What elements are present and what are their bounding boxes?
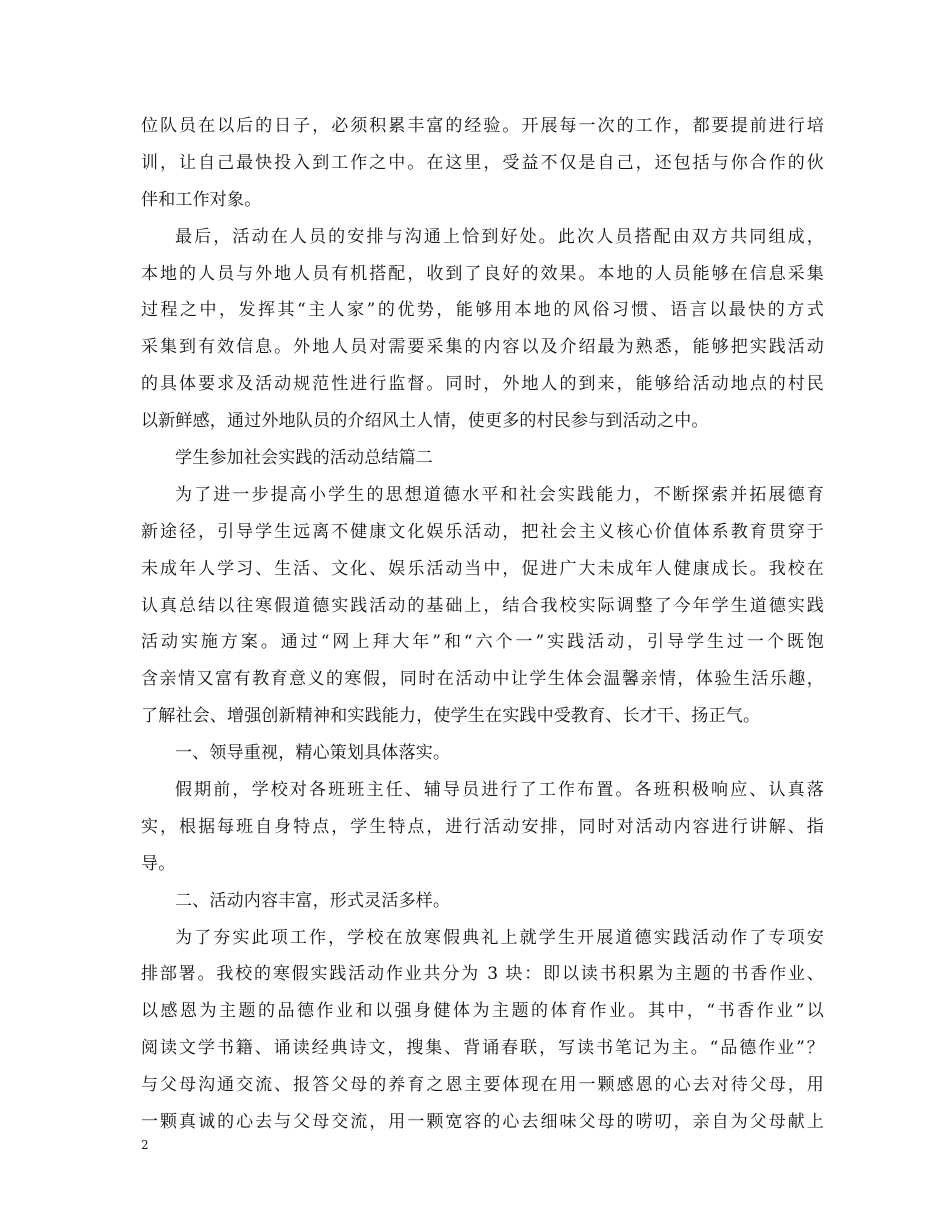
text-line: 未成年人学习、生活、文化、娱乐活动当中，促进广大未成年人健康成长。我校在 [141,558,824,579]
paragraph-first-line: 最后，活动在人员的安排与沟通上恰到好处。此次人员搭配由双方共同组成， [175,226,824,247]
document-body [141,108,831,1141]
text-line: 位队员在以后的日子，必须积累丰富的经验。开展每一次的工作，都要提前进行培 [141,116,824,136]
text-line: 活动实施方案。通过“网上拜大年”和“六个一”实践活动，引导学生过一个既饱 [141,632,824,653]
paragraph-first-line: 为了进一步提高小学生的思想道德水平和社会实践能力，不断探索并拓展德育 [175,484,824,505]
text-line: 的具体要求及活动规范性进行监督。同时，外地人的到来，能够给活动地点的村民 [141,374,824,395]
section-heading: 二、活动内容丰富，形式灵活多样。 [175,890,451,911]
text-line: 伴和工作对象。 [141,189,262,210]
text-line: 训，让自己最快投入到工作之中。在这里，受益不仅是自己，还包括与你合作的伙 [141,152,824,173]
text-line: 采集到有效信息。外地人员对需要采集的内容以及介绍最为熟悉，能够把实践活动 [141,337,824,358]
text-line: 导。 [141,853,176,874]
text-line: 排部署。我校的寒假实践活动作业共分为 3 块：即以读书积累为主题的书香作业、 [141,964,824,985]
text-line: 了解社会、增强创新精神和实践能力，使学生在实践中受教育、长才干、扬正气。 [141,706,761,727]
text-line: 含亲情又富有教育意义的寒假，同时在活动中让学生体会温馨亲情，体验生活乐趣， [141,669,824,690]
text-line: 认真总结以往寒假道德实践活动的基础上，结合我校实际调整了今年学生道德实践 [141,595,824,616]
section-title: 学生参加社会实践的活动总结篇二 [175,448,433,469]
page-number: 2 [141,1138,149,1152]
text-line: 以新鲜感，通过外地队员的介绍风土人情，使更多的村民参与到活动之中。 [141,411,709,432]
text-line: 一颗真诚的心去与父母交流，用一颗宽容的心去细味父母的唠叨，亲自为父母献上 [141,1112,824,1133]
text-line: 实，根据每班自身特点，学生特点，进行活动安排，同时对活动内容进行讲解、指 [141,816,824,837]
text-line: 本地的人员与外地人员有机搭配，收到了良好的效果。本地的人员能够在信息采集 [141,263,824,284]
paragraph-first-line: 假期前，学校对各班班主任、辅导员进行了工作布置。各班积极响应、认真落 [175,780,824,801]
text-line: 以感恩为主题的品德作业和以强身健体为主题的体育作业。其中，“书香作业”以 [141,1001,824,1022]
text-line: 过程之中，发挥其“主人家”的优势，能够用本地的风俗习惯、语言以最快的方式 [141,300,824,321]
text-line: 与父母沟通交流、报答父母的养育之恩主要体现在用一颗感恩的心去对待父母，用 [141,1075,824,1096]
text-line: 阅读文学书籍、诵读经典诗文，搜集、背诵春联，写读书笔记为主。“品德作业”？ [141,1038,824,1059]
text-line: 新途径，引导学生远离不健康文化娱乐活动，把社会主义核心价值体系教育贯穿于 [141,521,824,542]
paragraph-first-line: 为了夯实此项工作，学校在放寒假典礼上就学生开展道德实践活动作了专项安 [175,927,824,948]
section-heading: 一、领导重视，精心策划具体落实。 [175,743,451,764]
